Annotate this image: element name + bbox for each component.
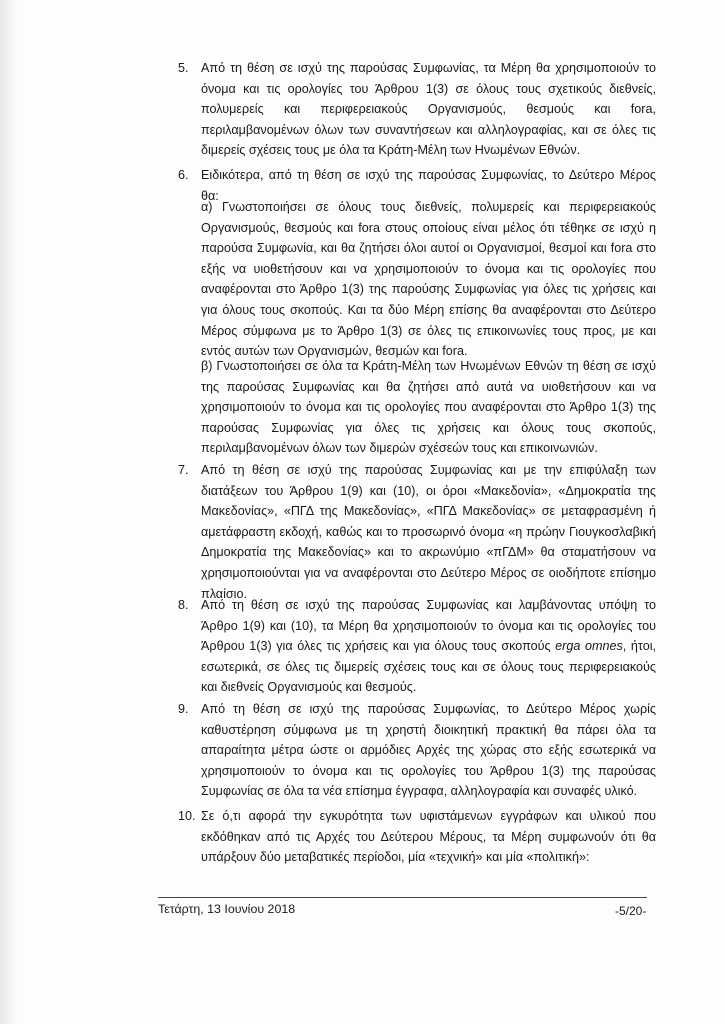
paragraph-text: Από τη θέση σε ισχύ της παρούσας Συμφωνίας, το Δεύτερο Μέρος χωρίς καθυστέρηση σύμφωνα με τη χρηστή διοικητική πρακτική θα πάρει όλα τα απαραίτητα μέτρα ώστε οι αρμόδιες Αρχές της χώρας στο εξής εσωτερικά να χρησιμοποιούν το όνομα και τις ορολογίες του Άρθρου 1(3) της παρούσας Συμφωνίας σε όλα τα νέα επίσημα έγγραφα, αλληλογραφία και συναφές υλικό. [201,702,656,799]
paragraph-text: Ειδικότερα, από τη θέση σε ισχύ της παρούσας Συμφωνίας, το Δεύτερο Μέρος θα: [201,168,656,203]
paragraph-10 [178,806,656,868]
paragraph-text [201,595,656,698]
paragraph-text-part: Από τη θέση σε ισχύ της παρούσας Συμφωνίας και λαμβάνοντας υπόψη το Άρθρο 1(9) και (10), τα Μέρη θα χρησιμοποιούν το όνομα και τις ορολογίες του Άρθρου 1(3) για όλες τις χρήσεις και για όλους τους σκοπούς [201,598,656,654]
paragraph-5 [178,58,656,161]
scan-edge-shadow [0,0,18,1024]
paragraph-number: 8. [178,598,189,612]
paragraph-text: Από τη θέση σε ισχύ της παρούσας Συμφωνίας και με την επιφύλαξη των διατάξεων του Άρθρου 1(9) και (10), οι όροι «Μακεδονία», «Δημοκρατία της Μακεδονίας», «ΠΓΔ της Μακεδονίας», «ΠΓΔ Μακεδονίας» σε μεταφρασμένη ή αμετάφραστη εκδοχή, καθώς και το προσωρινό όνομα «η πρώην Γιουγκοσλαβική Δημοκρατία της Μακεδονίας» και το ακρωνύμιο «πΓΔΜ» θα σταματήσουν να χρησιμοποιούνται για να αναφέρονται στο Δεύτερο Μέρος σε οιοδήποτε επίσημο πλαίσιο. [201,463,656,601]
paragraph-text: Από τη θέση σε ισχύ της παρούσας Συμφωνίας, τα Μέρη θα χρησιμοποιούν το όνομα και τις ορολογίες του Άρθρου 1(3) σε όλους τους σχετικούς διεθνείς, πολυμερείς και περιφερειακούς Οργανισμούς, θεσμούς και fora, περιλαμβανομένων όλων των συναντήσεων και αλληλογραφίας, και σε όλες τις διμερείς σχέσεις τους με όλα τα Κράτη-Μέλη των Ηνωμένων Εθνών. [201,61,656,158]
page-number: -5/20- [615,904,647,918]
paragraph-number: 7. [178,463,189,477]
paragraph-number: 6. [178,168,189,182]
paragraph-number: 9. [178,702,189,716]
paragraph-text: Σε ό,τι αφορά την εγκυρότητα των υφιστάμενων εγγράφων και υλικού που εκδόθηκαν από τις Αρχές του Δεύτερου Μέρους, τα Μέρη συμφωνούν ότι θα υπάρξουν δύο μεταβατικές περίοδοι, μία «τεχνική» και μία «πολιτική»: [201,809,656,865]
footer-date: Τετάρτη, 13 Ιουνίου 2018 [158,902,296,916]
paragraph-number: 5. [178,61,189,75]
latin-term: erga omnes [555,639,623,654]
paragraph-8 [178,595,656,698]
footer-rule [158,897,647,898]
subparagraph-6a: α) Γνωστοποιήσει σε όλους τους διεθνείς, πολυμερείς και περιφερειακούς Οργανισμούς, θεσμούς και fora στους οποίους είναι μέλος ότι τέθηκε σε ισχύ η παρούσα Συμφωνία, και θα ζητήσει όλοι αυτοί οι Οργανισμοί, θεσμοί και fora στο εξής να υιοθετήσουν και να χρησιμοποιούν το όνομα και τις ορολογίες που αναφέρονται στο Άρθρο 1(3) της παρούσης Συμφωνίας για όλες τις χρήσεις και για όλους τους σκοπούς. Και τα δύο Μέρη επίσης θα αναφέρονται στο Δεύτερο Μέρος σύμφωνα με το Άρθρο 1(3) σε όλες τις επικοινωνίες τους προς, με και εντός αυτών των Οργανισμών, θεσμών και fora. [201,200,656,359]
paragraph-9 [178,699,656,802]
paragraph-text-part: , ήτοι, εσωτερικά, σε όλες τις διμερείς σχέσεις τους και σε όλους τους περιφερειακούς και διεθνείς Οργανισμούς και θεσμούς. [201,639,656,695]
paragraph-7 [178,460,656,604]
subparagraph-6b: β) Γνωστοποιήσει σε όλα τα Κράτη-Μέλη των Ηνωμένων Εθνών τη θέση σε ισχύ της παρούσας Συμφωνίας και θα ζητήσει από αυτά να υιοθετήσουν και να χρησιμοποιούν το όνομα και τις ορολογίες που αναφέρονται στο Άρθρο 1(3) της παρούσας Συμφωνίας για όλες τις χρήσεις και όλους τους σκοπούς, περιλαμβανομένων όλων των διμερών σχέσεών τους και επικοινωνιών. [201,359,656,456]
paragraph-number: 10. [178,809,196,823]
